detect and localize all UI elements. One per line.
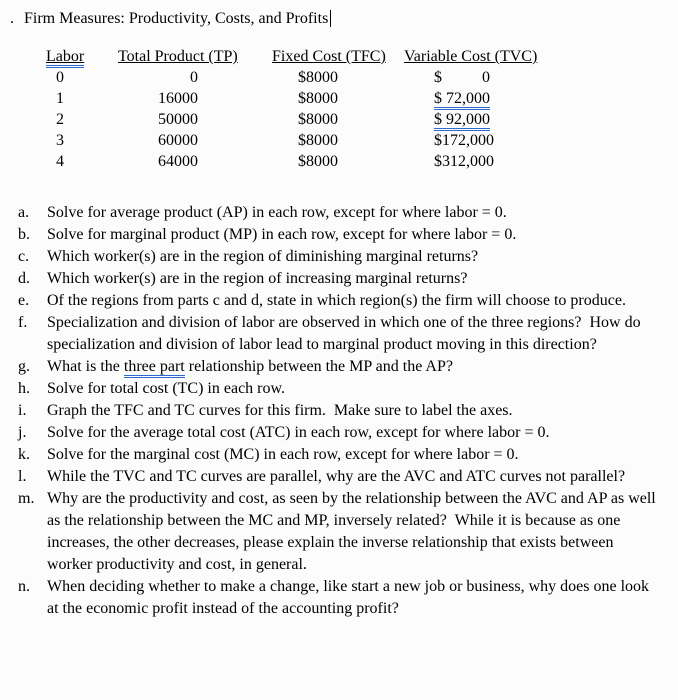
question-text: When deciding whether to make a change, like start a new job or business, why does one look at the economic profit instead of the accounting profit? — [47, 578, 650, 617]
cell-variable-cost: $312,000 — [434, 153, 494, 170]
list-item — [18, 356, 658, 378]
cost-table — [46, 46, 590, 172]
cell-total-product: 64000 — [158, 153, 198, 170]
question-text-run: relationship between the MP and the AP? — [184, 358, 453, 375]
cell-labor: 2 — [56, 111, 64, 128]
list-number-marker: . — [10, 10, 14, 27]
column-header-variable-cost: Variable Cost (TVC) — [404, 48, 538, 65]
cell-total-product: 60000 — [158, 132, 198, 149]
table-row — [46, 67, 590, 88]
question-text: Graph the TFC and TC curves for this firm. Make sure to label the axes. — [47, 402, 513, 419]
question-text: Why are the productivity and cost, as seen by the relationship between the AVC and AP as well as the relationship between the MC and MP, inversely related? While it is because as one increases, the other decreases, please explain the inverse relationship that exists between worker productivity and cost, in general. — [47, 490, 656, 573]
cell-variable-cost — [404, 88, 590, 109]
list-item — [18, 378, 658, 400]
list-item — [18, 466, 658, 488]
question-text — [47, 356, 658, 378]
question-text: Specialization and division of labor are observed in which one of the three regions? How do specialization and division of labor lead to marginal product moving in this direction? — [47, 314, 641, 353]
list-item — [18, 312, 658, 356]
underlined-phrase: three part — [124, 358, 185, 378]
question-text: Solve for average product (AP) in each row, except for where labor = 0. — [47, 204, 507, 221]
list-item — [18, 290, 658, 312]
question-letter: k. — [18, 446, 30, 463]
list-item — [18, 444, 658, 466]
question-text: Which worker(s) are in the region of diminishing marginal returns? — [47, 248, 479, 265]
table-row — [46, 109, 590, 130]
question-letter: b. — [18, 226, 30, 243]
question-letter: j. — [18, 424, 27, 441]
question-letter: m. — [18, 490, 35, 507]
question-letter: d. — [18, 270, 30, 287]
cell-labor: 0 — [56, 69, 64, 86]
cell-variable-cost — [404, 109, 590, 130]
question-letter: g. — [18, 358, 30, 375]
question-text: Of the regions from parts c and d, state in which region(s) the firm will choose to produce. — [47, 292, 626, 309]
question-letter: l. — [18, 468, 27, 485]
cell-total-product: 0 — [190, 69, 198, 86]
cell-fixed-cost: $8000 — [298, 132, 338, 149]
grammar-flagged-value: $ 92,000 — [434, 111, 490, 131]
cell-fixed-cost: $8000 — [298, 69, 338, 86]
cell-total-product: 50000 — [158, 111, 198, 128]
question-letter: e. — [18, 292, 30, 309]
question-text-run: What is the — [47, 358, 124, 375]
question-text: Solve for marginal product (MP) in each row, except for where labor = 0. — [47, 226, 517, 243]
list-item — [18, 400, 658, 422]
column-header-labor: Labor — [46, 48, 84, 68]
question-letter: a. — [18, 204, 30, 221]
table-header-row — [46, 46, 590, 67]
cell-variable-cost: $172,000 — [434, 132, 494, 149]
title-line — [10, 8, 668, 30]
table-row — [46, 88, 590, 109]
cell-labor: 1 — [56, 90, 64, 107]
question-letter: n. — [18, 578, 30, 595]
cell-labor: 4 — [56, 153, 64, 170]
list-item — [18, 422, 658, 444]
question-text: Solve for total cost (TC) in each row. — [47, 380, 286, 397]
column-header-total-product: Total Product (TP) — [118, 48, 238, 65]
list-item — [18, 576, 658, 620]
question-text: Which worker(s) are in the region of increasing marginal returns? — [47, 270, 468, 287]
question-text: Solve for the average total cost (ATC) in each row, except for where labor = 0. — [47, 424, 550, 441]
cell-total-product: 16000 — [158, 90, 198, 107]
question-letter: f. — [18, 314, 28, 331]
question-text: Solve for the marginal cost (MC) in each row, except for where labor = 0. — [47, 446, 519, 463]
question-list — [10, 202, 668, 620]
question-text: While the TVC and TC curves are parallel, why are the AVC and ATC curves not parallel? — [47, 468, 626, 485]
cell-fixed-cost: $8000 — [298, 90, 338, 107]
table-row — [46, 151, 590, 172]
grammar-flagged-value: $ 72,000 — [434, 90, 490, 110]
list-item — [18, 268, 658, 290]
question-letter: h. — [18, 380, 30, 397]
cell-fixed-cost: $8000 — [298, 111, 338, 128]
list-item — [18, 246, 658, 268]
cell-fixed-cost: $8000 — [298, 153, 338, 170]
cell-labor: 3 — [56, 132, 64, 149]
cell-variable-cost: $ 0 — [434, 69, 490, 86]
table-row — [46, 130, 590, 151]
list-item — [18, 202, 658, 224]
question-letter: i. — [18, 402, 27, 419]
list-item — [18, 488, 658, 576]
page-title: Firm Measures: Productivity, Costs, and Profits — [24, 10, 329, 27]
question-letter: c. — [18, 248, 30, 265]
list-item — [18, 224, 658, 246]
column-header-fixed-cost: Fixed Cost (TFC) — [272, 48, 386, 65]
text-cursor — [330, 10, 331, 27]
